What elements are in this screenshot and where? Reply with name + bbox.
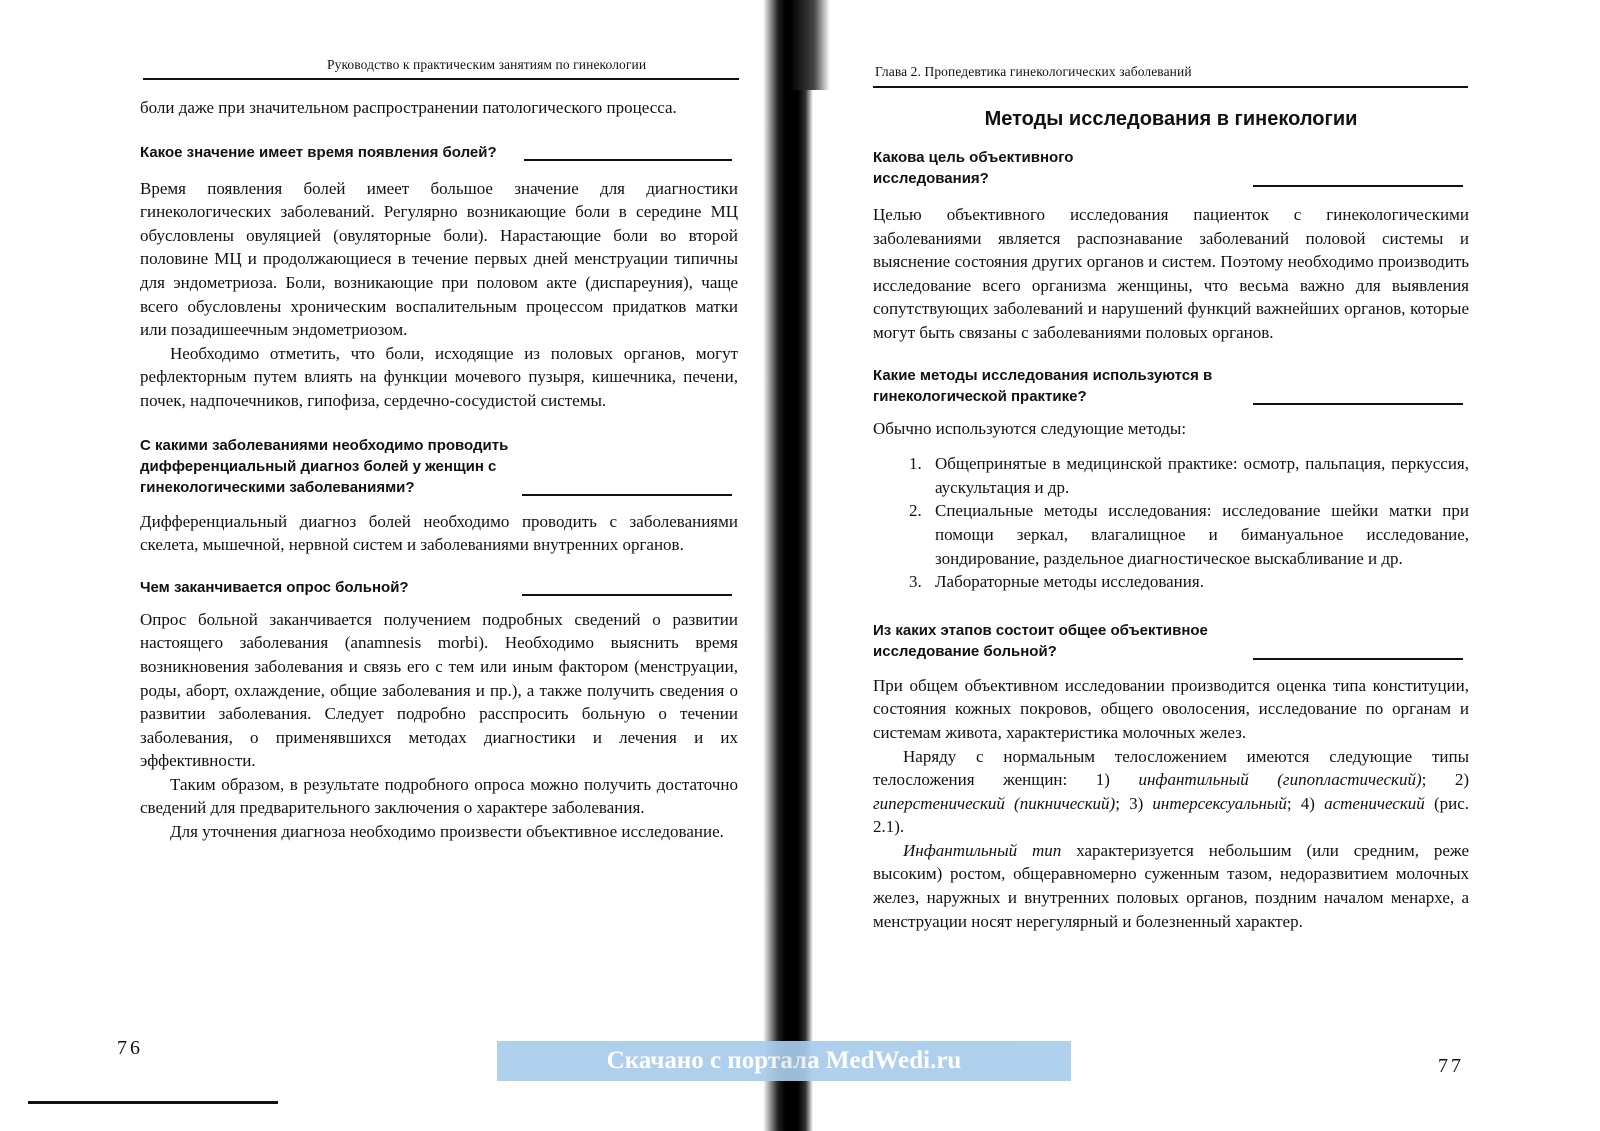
intro-paragraph: боли даже при значительном распространении патологического процесса. <box>140 98 677 117</box>
answer <box>140 177 738 413</box>
paragraph-body-types: Наряду с нормальным телосложением имеются следующие типы телосложения женщин: 1) инфантильный (гипопластический); 2) гиперстенический (пикнический); 3) интерсексуальный; 4) астенический (рис. 2.1). <box>873 746 1470 837</box>
methods-list <box>909 452 1469 594</box>
paragraph: Для уточнения диагноза необходимо произвести объективное исследование. <box>170 822 724 842</box>
answer <box>873 674 1469 934</box>
list-item: 1. Общепринятые в медицинской практике: осмотр, пальпация, перкуссия, аускультация и др. <box>909 454 1469 497</box>
paragraph: Необходимо отметить, что боли, исходящие из половых органов, могут рефлекторным путем влиять на функции мочевого пузыря, кишечника, печени, почек, надпочечников, гипофиза, сердечно-сосудистой системы. <box>140 343 738 410</box>
question-rule <box>522 494 732 496</box>
right-page <box>810 0 1600 1131</box>
paragraph: Время появления болей имеет большое значение для диагностики гинекологических заболеваний. Регулярно возникающие боли в середине МЦ обусловлены овуляцией (овуляторные боли). Нарастающие боли во второй половине МЦ и продолжающиеся в течение первых дней менструации типичны для эндометриоза. Боли, возникающие при половом акте (диспареуния), чаще всего обусловлены хроническим воспалительным процессом придатков матки или позадишеечным эндометриозом. <box>140 178 738 340</box>
paragraph-infantile: Инфантильный тип характеризуется небольшим (или средним, реже высоким) ростом, общеравномерно суженным тазом, недоразвитием молочных желез, наружных и внутренних половых органов, поздним началом менархе, а менструации носят нерегулярный и болезненный характер. <box>873 840 1469 931</box>
paragraph: Дифференциальный диагноз болей необходимо проводить с заболеваниями скелета, мышечной, нервной систем и заболеваниями внутренних органов. <box>140 511 738 555</box>
list-item: 2. Специальные методы исследования: исследование шейки матки при помощи зеркал, влагалищное и бимануальное исследование, зондирование, раздельное диагностическое выскабливание и др. <box>909 501 1469 568</box>
left-page <box>0 0 790 1131</box>
left-content <box>140 96 738 844</box>
answer <box>873 417 1469 594</box>
question-text: Из каких этапов состоит общее объективное исследование больной? <box>873 621 1208 660</box>
answer <box>873 203 1469 345</box>
book-spine-shadow-top <box>790 0 830 90</box>
paragraph: При общем объективном исследовании производится оценка типа конституции, состояния кожных покровов, общего оволосения, исследование по органам и системам живота, характеристика молочных желез. <box>873 675 1469 742</box>
question-heading <box>140 142 738 163</box>
question-heading <box>140 435 738 498</box>
paragraph: Опрос больной заканчивается получением подробных сведений о развитии настоящего заболевания (anamnesis morbi). Необходимо выяснить время возникновения заболевания и связь его с тем или иным фактором (менструации, роды, аборт, охлаждение, общие заболевания и пр.), а также получить сведения о развитии заболевания. Следует подробно расспросить больную о течении заболевания, о применявшихся методах диагностики и лечения и их эффективности. <box>140 609 738 771</box>
left-header-rule <box>143 78 739 80</box>
question-heading <box>873 365 1469 407</box>
question-heading <box>140 577 738 598</box>
question-text: Какое значение имеет время появления болей? <box>140 143 497 161</box>
question-rule <box>524 159 732 161</box>
question-rule <box>522 594 732 596</box>
question-rule <box>1253 403 1463 405</box>
scan-edge-rule <box>28 1101 278 1104</box>
right-content <box>873 108 1469 933</box>
page-number-left: 76 <box>117 1037 143 1059</box>
paragraph: Таким образом, в результате подробного опроса можно получить достаточно сведений для предварительного заключения о характере заболевания. <box>140 774 738 818</box>
question-text: Какие методы исследования используются в гинекологической практике? <box>873 366 1213 405</box>
question-text: Чем заканчивается опрос больной? <box>140 578 409 596</box>
left-running-head: Руководство к практическим занятиям по гинекологии <box>327 57 647 72</box>
section-title: Методы исследования в гинекологии <box>984 108 1358 130</box>
question-rule <box>1253 185 1463 187</box>
question-text: С какими заболеваниями необходимо проводить дифференциальный диагноз болей у женщин с гинекологическими заболеваниями? <box>140 436 509 496</box>
question-rule <box>1253 658 1463 660</box>
right-header-rule <box>873 86 1468 88</box>
paragraph: Целью объективного исследования пациенток с гинекологическими заболеваниями является распознавание заболеваний половой системы и выяснение состояния других органов и систем. Поэтому необходимо производить исследование всего организма женщины, что весьма важно для выявления сопутствующих заболеваний и нарушений функций важнейших органов, которые могут быть связаны с заболеваниями половых органов. <box>873 205 1469 342</box>
right-running-head: Глава 2. Пропедевтика гинекологических заболеваний <box>875 64 1192 79</box>
list-item: 3. Лабораторные методы исследования. <box>909 572 1204 592</box>
book-spine-shadow <box>763 0 813 1131</box>
question-heading <box>873 620 1469 662</box>
answer <box>140 608 738 844</box>
question-heading <box>873 147 1469 189</box>
methods-lead: Обычно используются следующие методы: <box>873 418 1187 438</box>
question-text: Какова цель объективного исследования? <box>873 149 1074 187</box>
watermark-banner: Скачано с портала MedWedi.ru <box>497 1041 1071 1081</box>
answer <box>140 510 738 557</box>
page-number-right: 77 <box>1438 1055 1464 1077</box>
